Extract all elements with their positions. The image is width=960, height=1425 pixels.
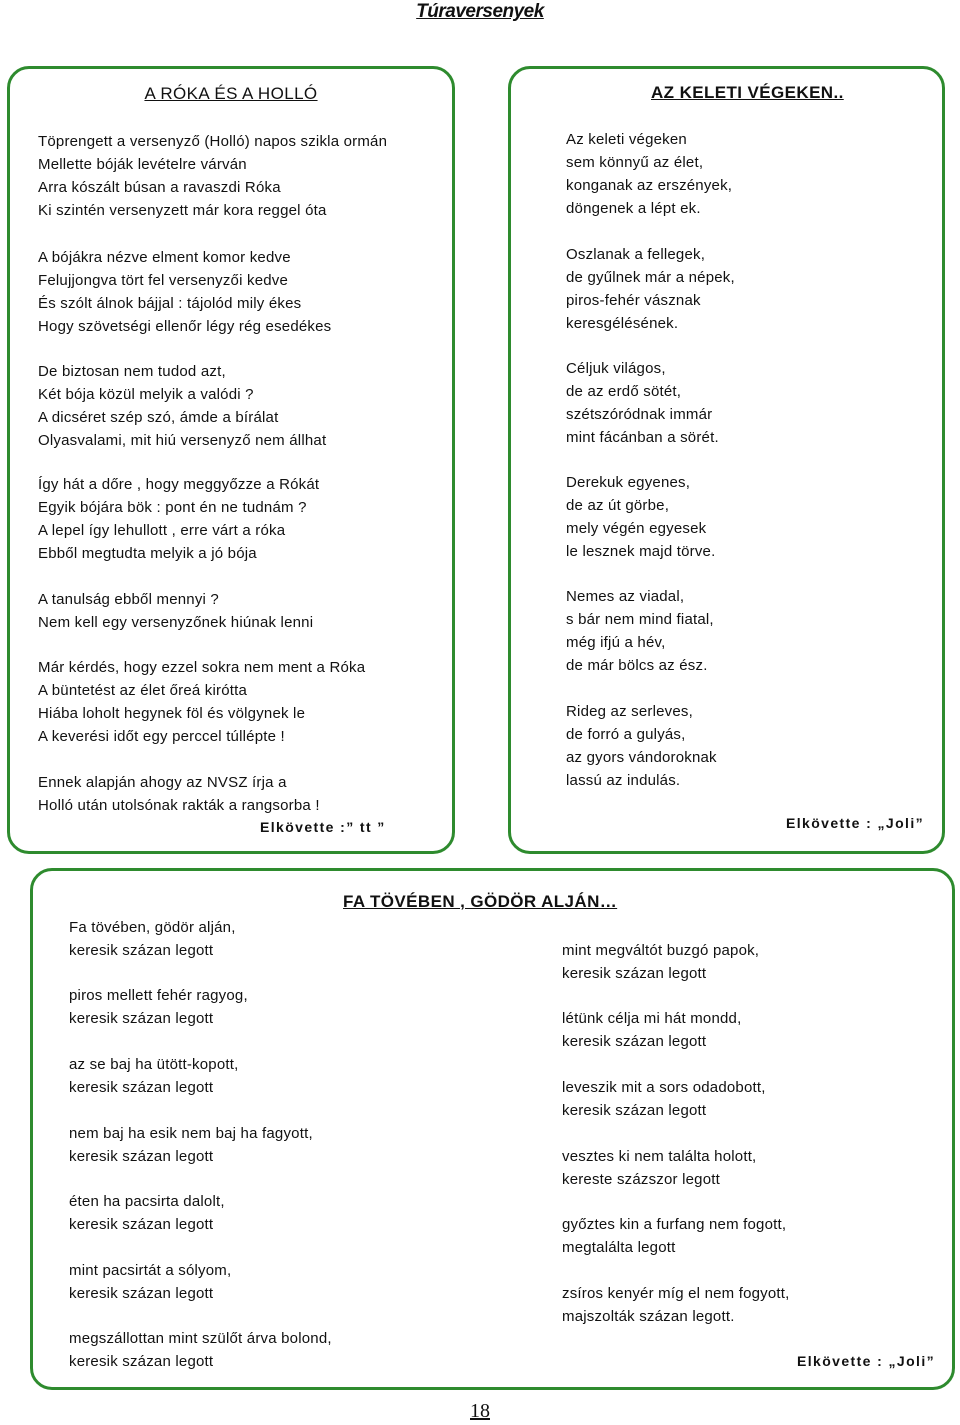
fox-stanza-1: [38, 130, 387, 222]
poem-line: Hogy szövetségi ellenőr légy rég esedékes: [38, 318, 332, 335]
poem-line: keresik százan legott: [69, 1216, 214, 1233]
east-poem-title: AZ KELETI VÉGEKEN..: [651, 83, 844, 102]
east-stanza-5: [566, 585, 714, 677]
poem-line: mint megváltót buzgó papok,: [562, 942, 760, 959]
poem-line: Már kérdés, hogy ezzel sokra nem ment a Róka: [38, 659, 366, 676]
poem-line: keresik százan legott: [562, 1033, 707, 1050]
poem-line: Ki szintén versenyzett már kora reggel óta: [38, 202, 327, 219]
east-stanza-1: [566, 128, 732, 220]
poem-line: keresik százan legott: [562, 965, 707, 982]
poem-line: Fa tövében, gödör alján,: [69, 919, 236, 936]
poem-line: Két bója közül melyik a valódi ?: [38, 386, 254, 403]
east-stanza-4: [566, 471, 715, 563]
poem-line: piros mellett fehér ragyog,: [69, 987, 248, 1004]
east-stanza-3: [566, 357, 719, 449]
poem-line: Nem kell egy versenyzőnek hiúnak lenni: [38, 614, 314, 631]
tree-right-stanza-1: [562, 939, 759, 985]
poem-line: vesztes ki nem találta holott,: [562, 1148, 757, 1165]
poem-line: A tanulság ebből mennyi ?: [38, 591, 219, 608]
poem-line: Egyik bójára bök : pont én ne tudnám ?: [38, 499, 307, 516]
poem-line: keresik százan legott: [69, 1079, 214, 1096]
tree-right-stanza-4: [562, 1145, 756, 1191]
poem-line: keresik százan legott: [69, 942, 214, 959]
poem-line: De biztosan nem tudod azt,: [38, 363, 226, 380]
poem-line: Hiába loholt hegynek föl és völgynek le: [38, 705, 306, 722]
page-header-title: Túraversenyek: [416, 1, 544, 22]
poem-line: megtalálta legott: [562, 1239, 676, 1256]
poem-line: Így hát a dőre , hogy meggyőzze a Rókát: [38, 476, 320, 493]
poem-line: Mellette bóják levételre várván: [38, 156, 247, 173]
poem-line: Töprengett a versenyző (Holló) napos szikla ormán: [38, 133, 388, 150]
poem-line: le lesznek majd törve.: [566, 543, 716, 560]
poem-line: éten ha pacsirta dalolt,: [69, 1193, 225, 1210]
page-number-text: 18: [470, 1400, 490, 1422]
poem-line: létünk célja mi hát mondd,: [562, 1010, 742, 1027]
poem-line: keresik százan legott: [562, 1102, 707, 1119]
tree-poem-title: FA TÖVÉBEN , GÖDÖR ALJÁN…: [343, 892, 618, 911]
tree-right-stanza-3: [562, 1076, 766, 1122]
fox-poem-title: A RÓKA ÉS A HOLLÓ: [144, 84, 318, 103]
poem-line: még ifjú a hév,: [566, 634, 666, 651]
tree-right-stanza-5: [562, 1213, 786, 1259]
poem-line: majszolták százan legott.: [562, 1308, 735, 1325]
poem-line: Arra kószált búsan a ravaszdi Róka: [38, 179, 281, 196]
poem-line: mely végén egyesek: [566, 520, 707, 537]
poem-line: mint fácánban a sörét.: [566, 429, 719, 446]
poem-line: keresik százan legott: [69, 1285, 214, 1302]
poem-line: győztes kin a furfang nem fogott,: [562, 1216, 787, 1233]
poem-line: keresik százan legott: [69, 1010, 214, 1027]
fox-stanza-2: [38, 246, 331, 338]
fox-poem-signature: Elkövette :” tt ”: [260, 819, 386, 835]
fox-stanza-6: [38, 656, 365, 748]
east-poem-signature: Elkövette : „Joli”: [786, 815, 925, 831]
tree-poem-box: [30, 868, 955, 1390]
poem-line: s bár nem mind fiatal,: [566, 611, 714, 628]
poem-line: mint pacsirtát a sólyom,: [69, 1262, 232, 1279]
poem-line: sem könnyű az élet,: [566, 154, 704, 171]
east-stanza-2: [566, 243, 735, 335]
poem-line: A lepel így lehullott , erre várt a róka: [38, 522, 286, 539]
poem-line: keresik százan legott: [69, 1148, 214, 1165]
poem-line: leveszik mit a sors odadobott,: [562, 1079, 766, 1096]
poem-line: keresgélésének.: [566, 315, 679, 332]
fox-stanza-4: [38, 473, 319, 565]
poem-line: Ebből megtudta melyik a jó bója: [38, 545, 257, 562]
fox-stanza-7: [38, 771, 320, 817]
poem-line: A büntetést az élet őreá kirótta: [38, 682, 248, 699]
poem-line: de már bölcs az ész.: [566, 657, 708, 674]
poem-line: de az út görbe,: [566, 497, 670, 514]
poem-line: Felujjongva tört fel versenyzői kedve: [38, 272, 289, 289]
tree-left-stanza-7: [69, 1327, 332, 1373]
poem-line: Rideg az serleves,: [566, 703, 693, 720]
poem-line: Céljuk világos,: [566, 360, 666, 377]
poem-line: kereste százszor legott: [562, 1171, 720, 1188]
poem-line: szétszóródnak immár: [566, 406, 713, 423]
tree-right-stanza-2: [562, 1007, 741, 1053]
poem-line: konganak az erszények,: [566, 177, 733, 194]
tree-left-stanza-3: [69, 1053, 238, 1099]
poem-line: de gyűlnek már a népek,: [566, 269, 735, 286]
tree-left-stanza-1: [69, 916, 236, 962]
tree-left-stanza-2: [69, 984, 248, 1030]
poem-line: de forró a gulyás,: [566, 726, 686, 743]
poem-line: megszállottan mint szülőt árva bolond,: [69, 1330, 332, 1347]
poem-line: Nemes az viadal,: [566, 588, 685, 605]
tree-left-stanza-4: [69, 1122, 313, 1168]
poem-line: lassú az indulás.: [566, 772, 681, 789]
poem-line: Derekuk egyenes,: [566, 474, 691, 491]
poem-line: Olyasvalami, mit hiú versenyző nem állhat: [38, 432, 327, 449]
east-poem-box: [508, 66, 945, 854]
poem-line: Holló után utolsónak rakták a rangsorba !: [38, 797, 320, 814]
poem-line: A bójákra nézve elment komor kedve: [38, 249, 291, 266]
fox-stanza-3: [38, 360, 326, 452]
poem-line: És szólt álnok bájjal : tájolód mily ékes: [38, 295, 302, 312]
tree-poem-signature: Elkövette : „Joli”: [797, 1353, 936, 1369]
tree-right-stanza-6: [562, 1282, 790, 1328]
poem-line: Ennek alapján ahogy az NVSZ írja a: [38, 774, 287, 791]
east-stanza-6: [566, 700, 717, 792]
fox-stanza-5: [38, 588, 313, 634]
poem-line: az gyors vándoroknak: [566, 749, 717, 766]
poem-line: Oszlanak a fellegek,: [566, 246, 706, 263]
poem-line: nem baj ha esik nem baj ha fagyott,: [69, 1125, 313, 1142]
poem-line: A dicséret szép szó, ámde a bírálat: [38, 409, 279, 426]
poem-line: de az erdő sötét,: [566, 383, 682, 400]
poem-line: A keverési időt egy perccel túllépte !: [38, 728, 285, 745]
tree-left-stanza-6: [69, 1259, 231, 1305]
tree-left-stanza-5: [69, 1190, 225, 1236]
page-number: [0, 1400, 960, 1423]
fox-poem-box: [7, 66, 455, 854]
poem-line: keresik százan legott: [69, 1353, 214, 1370]
poem-line: zsíros kenyér míg el nem fogyott,: [562, 1285, 790, 1302]
poem-line: piros-fehér vásznak: [566, 292, 701, 309]
poem-line: az se baj ha ütött-kopott,: [69, 1056, 239, 1073]
poem-line: döngenek a lépt ek.: [566, 200, 701, 217]
poem-line: Az keleti végeken: [566, 131, 687, 148]
